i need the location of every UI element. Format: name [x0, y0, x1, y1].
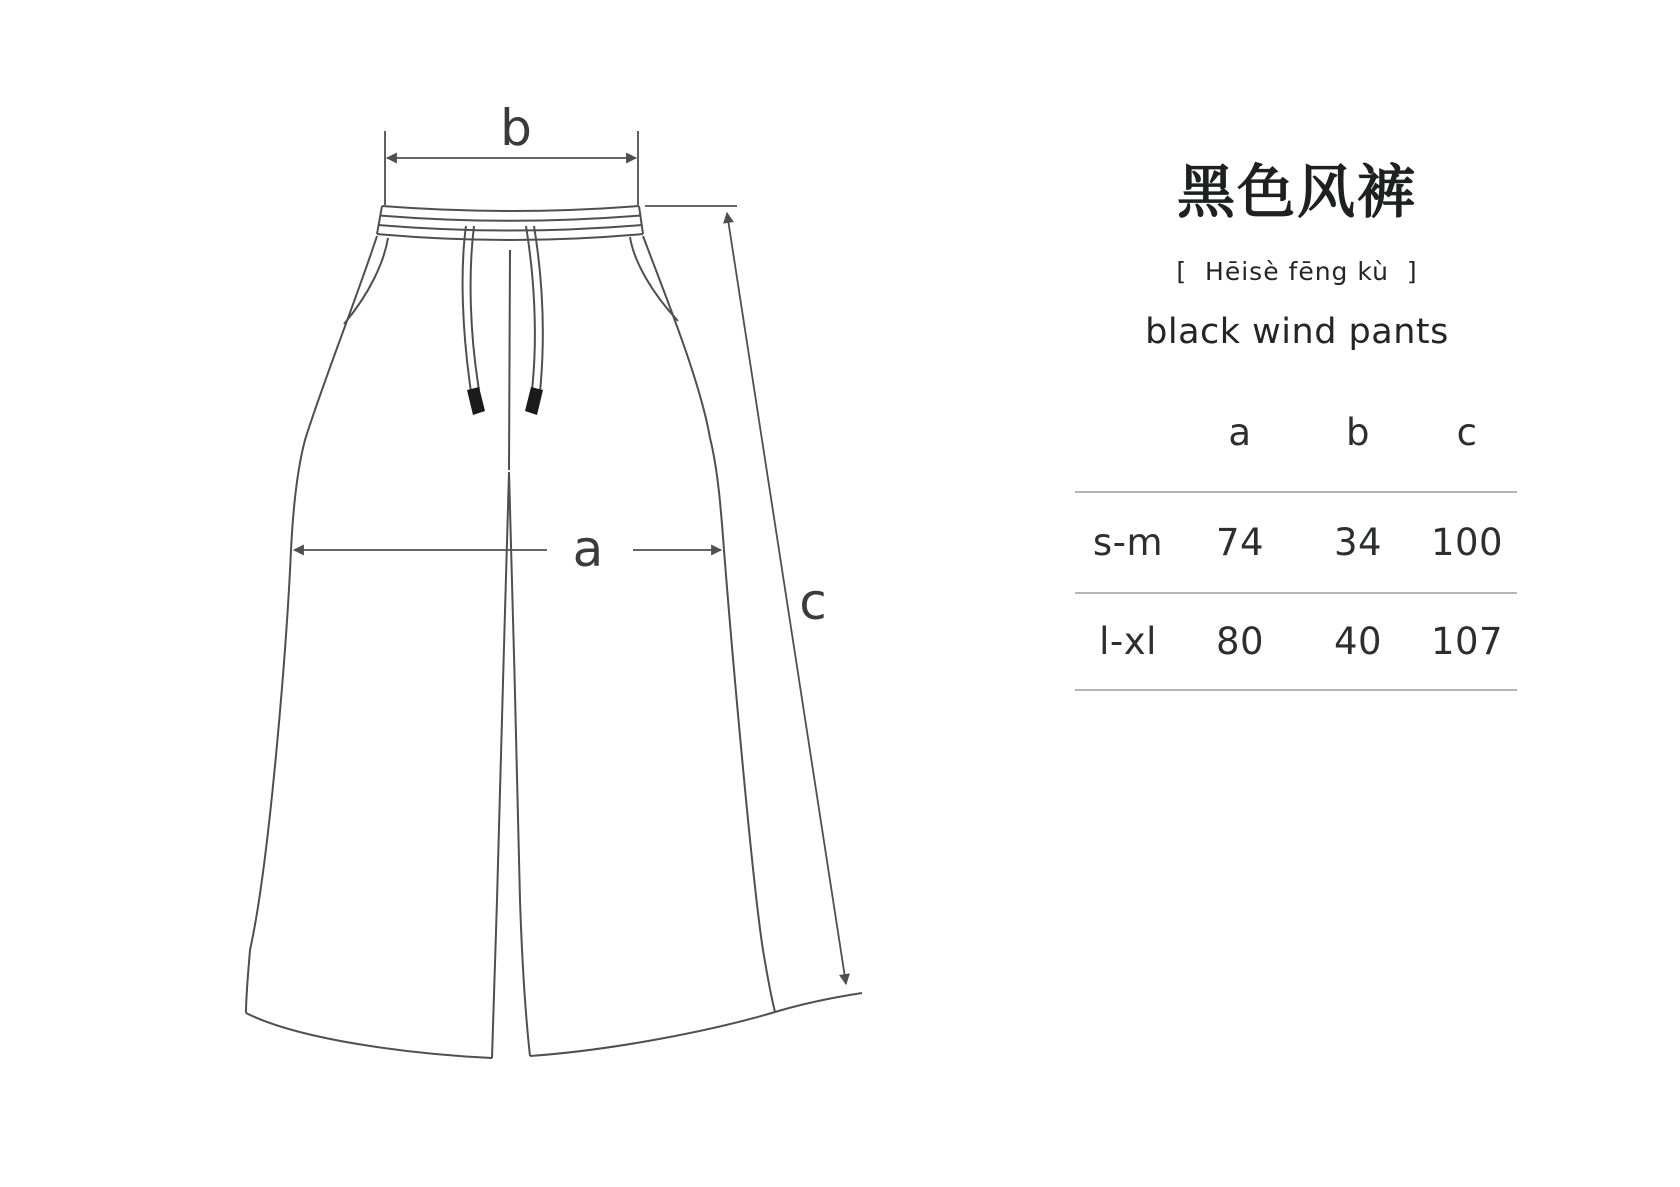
- right-leg-outline: [630, 236, 775, 1012]
- size-value-c: 107: [1417, 594, 1517, 691]
- product-pinyin: [ Hēisè fēng kù ]: [1176, 256, 1418, 286]
- waistband: [377, 206, 643, 240]
- left-leg-outline: [246, 236, 388, 1013]
- size-value-b: 34: [1299, 493, 1417, 594]
- hem-lines: [246, 993, 862, 1058]
- size-row-label: s-m: [1075, 493, 1181, 594]
- size-table: [1075, 373, 1517, 691]
- size-table-header-c: c: [1417, 373, 1517, 493]
- size-value-b: 40: [1299, 594, 1417, 691]
- size-value-c: 100: [1417, 493, 1517, 594]
- product-info-panel: [1075, 0, 1519, 352]
- product-title-english: black wind pants: [1145, 311, 1449, 352]
- drawstring-aglet: [525, 387, 543, 415]
- drawstring-right: [525, 226, 543, 415]
- size-table-header-b: b: [1299, 373, 1417, 493]
- dimension-label-c: c: [799, 573, 827, 631]
- drawstring-aglet: [467, 387, 485, 415]
- size-value-a: 80: [1181, 594, 1299, 691]
- center-seam: [492, 250, 530, 1058]
- size-row-label: l-xl: [1075, 594, 1181, 691]
- dimension-label-b: b: [500, 99, 532, 157]
- size-table-corner: [1075, 373, 1181, 493]
- size-table-header-a: a: [1181, 373, 1299, 493]
- drawstring-left: [463, 226, 485, 415]
- product-title-chinese: 黑色风裤: [1176, 158, 1417, 226]
- size-value-a: 74: [1181, 493, 1299, 594]
- dimension-label-a: a: [572, 520, 604, 578]
